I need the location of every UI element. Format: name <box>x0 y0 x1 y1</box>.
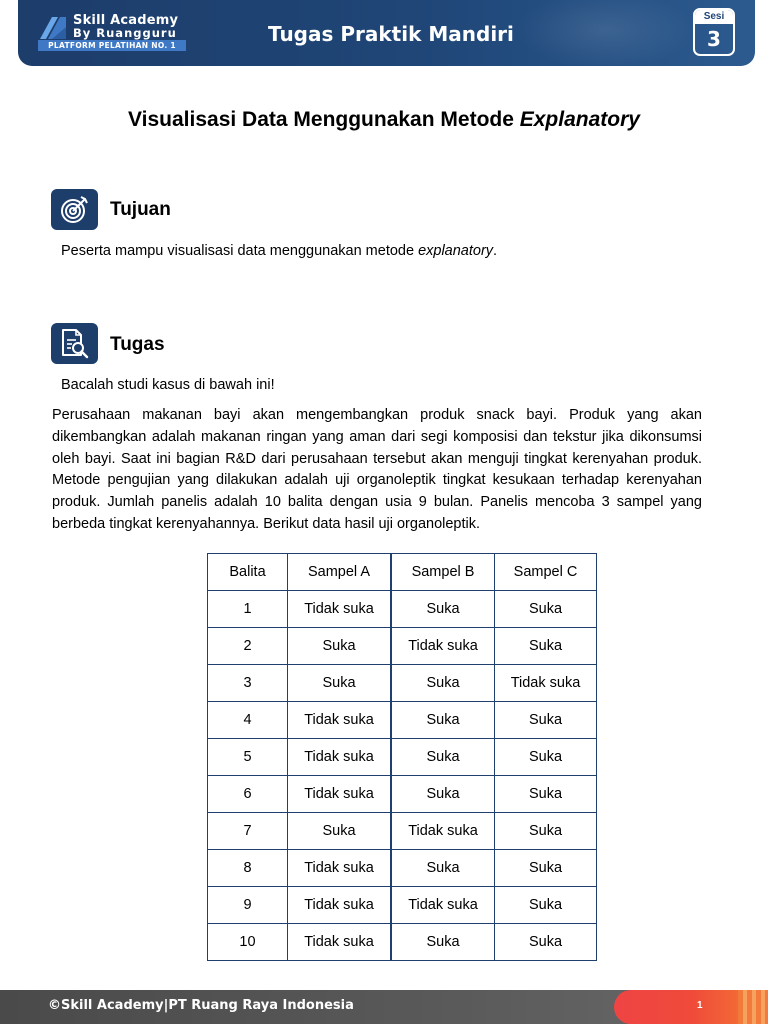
table-cell: Suka <box>391 665 495 702</box>
table-cell: Suka <box>288 665 392 702</box>
table-cell: Suka <box>288 628 392 665</box>
table-cell: Suka <box>495 702 597 739</box>
case-study-paragraph: Perusahaan makanan bayi akan mengembangkan produk snack bayi. Produk yang akan dikembangkan adalah makanan ringan yang aman dari segi komposisi dan tekstur jika dikonsumsi oleh bayi. Saat ini bagian R&D dari perusahaan tersebut akan menguji tingkat kerenyahan produk. Metode pengujian yang dilakukan adalah uji organoleptik tingkat kesukaan terhadap kerenyahan produk. Jumlah panelis adalah 10 balita dengan usia 9 bulan. Panelis mencoba 3 sampel yang berbeda tingkat kerenyahannya. Berikut data hasil uji organoleptik. <box>52 407 702 532</box>
tujuan-text <box>61 243 497 259</box>
table-cell: 2 <box>208 628 288 665</box>
document-search-icon <box>51 323 98 364</box>
table-cell: Suka <box>391 739 495 776</box>
page-title-main: Visualisasi Data Menggunakan Metode <box>128 108 520 131</box>
table-cell: Suka <box>495 628 597 665</box>
table-header-cell: Sampel C <box>495 554 597 591</box>
table-row <box>208 628 597 665</box>
header-watermark <box>515 0 695 66</box>
page-title-emphasis: Explanatory <box>519 108 640 131</box>
table-row <box>208 591 597 628</box>
table-cell: Suka <box>495 591 597 628</box>
footer-stripes <box>738 990 768 1024</box>
table-cell: Tidak suka <box>288 739 392 776</box>
table-cell: Suka <box>495 813 597 850</box>
skill-academy-logo <box>38 12 188 52</box>
table-cell: Tidak suka <box>288 887 392 924</box>
table-header-cell: Sampel A <box>288 554 392 591</box>
table-cell: Suka <box>495 850 597 887</box>
table-cell: Tidak suka <box>391 887 495 924</box>
sesi-number: 3 <box>707 27 721 51</box>
table-body <box>208 591 597 961</box>
table-cell: 5 <box>208 739 288 776</box>
table-cell: 8 <box>208 850 288 887</box>
table-cell: Tidak suka <box>391 628 495 665</box>
table-cell: Suka <box>391 702 495 739</box>
table-cell: Suka <box>391 924 495 961</box>
table-row <box>208 665 597 702</box>
table-row <box>208 850 597 887</box>
logo-line-1: Skill Academy <box>73 13 179 28</box>
sesi-label: Sesi <box>695 10 733 24</box>
table-cell: 9 <box>208 887 288 924</box>
page-title <box>0 108 768 132</box>
table-cell: Suka <box>391 591 495 628</box>
table-cell: Tidak suka <box>288 702 392 739</box>
logo-line-2: By Ruangguru <box>73 26 177 40</box>
table-cell: Suka <box>391 776 495 813</box>
table-cell: 6 <box>208 776 288 813</box>
table-cell: Suka <box>495 739 597 776</box>
table-cell: Suka <box>391 850 495 887</box>
tugas-heading: Tugas <box>110 334 165 355</box>
header-title: Tugas Praktik Mandiri <box>268 22 514 46</box>
table-cell: 10 <box>208 924 288 961</box>
table-cell: 3 <box>208 665 288 702</box>
footer-copyright: ©Skill Academy|PT Ruang Raya Indonesia <box>48 998 354 1013</box>
tugas-instruction: Bacalah studi kasus di bawah ini! <box>61 377 275 393</box>
table-cell: 1 <box>208 591 288 628</box>
table-cell: Tidak suka <box>288 924 392 961</box>
table-row <box>208 776 597 813</box>
table-cell: Tidak suka <box>288 776 392 813</box>
table-cell: 7 <box>208 813 288 850</box>
table-cell: Suka <box>495 776 597 813</box>
target-icon <box>51 189 98 230</box>
table-cell: Tidak suka <box>288 591 392 628</box>
table-row <box>208 813 597 850</box>
header-banner <box>18 0 755 66</box>
footer-bar <box>0 990 768 1024</box>
tujuan-text-emphasis: explanatory <box>418 243 494 259</box>
page-number: 1 <box>697 1000 703 1011</box>
table-row <box>208 924 597 961</box>
table-cell: Tidak suka <box>495 665 597 702</box>
table-cell: Suka <box>495 924 597 961</box>
table-cell: Suka <box>495 887 597 924</box>
table-row <box>208 739 597 776</box>
table-cell: 4 <box>208 702 288 739</box>
logo-mark-icon <box>38 15 68 41</box>
table-cell: Tidak suka <box>288 850 392 887</box>
organoleptic-table <box>207 553 597 961</box>
table-header-cell: Balita <box>208 554 288 591</box>
sesi-badge <box>693 8 735 56</box>
tujuan-text-main: Peserta mampu visualisasi data menggunakan metode <box>61 243 419 259</box>
table-cell: Tidak suka <box>391 813 495 850</box>
table-row <box>208 887 597 924</box>
tujuan-text-end: . <box>493 243 498 259</box>
table-header-cell: Sampel B <box>391 554 495 591</box>
logo-badge: PLATFORM PELATIHAN NO. 1 <box>38 40 186 51</box>
table-row <box>208 702 597 739</box>
table-cell: Suka <box>288 813 392 850</box>
tujuan-heading: Tujuan <box>110 199 171 220</box>
table-header-row <box>208 554 597 591</box>
